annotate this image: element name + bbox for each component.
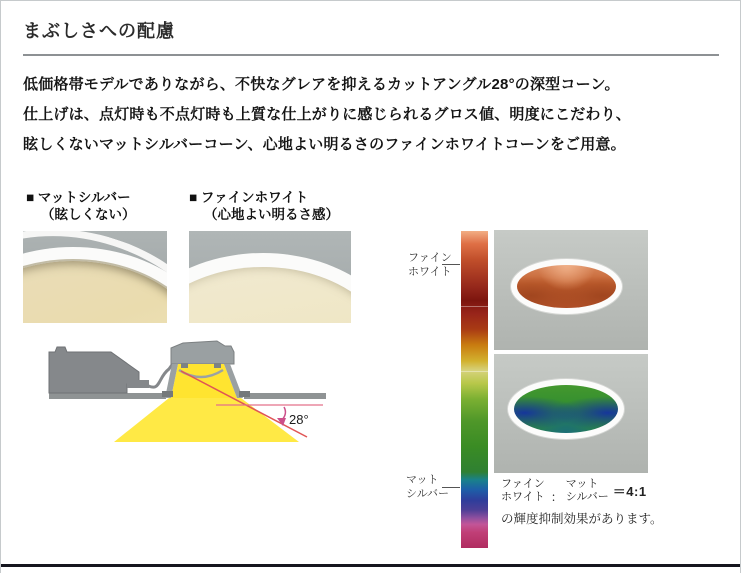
ratio-word: マット — [565, 478, 599, 490]
bottom-rule — [1, 564, 741, 567]
intro-line: 眩しくないマットシルバーコーン、心地よい明るさのファインホワイトコーンをご用意。 — [23, 136, 626, 153]
thermal-image-matte-silver — [494, 354, 648, 473]
scale-label-line: シルバー — [406, 487, 449, 500]
sample-label-title: ■ ファインホワイト — [189, 190, 309, 205]
scale-pointer-bottom — [442, 487, 460, 488]
ratio-term-matte-silver — [566, 478, 609, 504]
page-title: まぶしさへの配慮 — [23, 21, 175, 41]
intro-line: 低価格帯モデルでありながら、不快なグレアを抑えるカットアングル28°の深型コーン。 — [23, 76, 620, 93]
scale-seam — [461, 371, 488, 372]
sample-label-title: ■ マットシルバー — [26, 190, 131, 205]
ratio-term-fine-white — [501, 478, 545, 504]
scale-seam — [461, 306, 488, 307]
ratio-word: ファイン — [501, 478, 545, 490]
led-fixing-right — [214, 363, 221, 368]
fixture-housing — [171, 341, 234, 364]
sample-label-matte-silver — [26, 189, 136, 223]
driver-box — [49, 347, 139, 393]
scale-label-line: マット — [406, 474, 439, 486]
scale-label-line: ホワイト — [408, 265, 452, 278]
ceiling-right — [244, 393, 326, 399]
ceiling-left — [49, 393, 166, 399]
ratio-word: ホワイト — [501, 491, 545, 503]
thermal-core-cool — [514, 385, 618, 433]
luminance-ratio — [501, 478, 731, 504]
ratio-value: ＝4:1 — [612, 483, 647, 499]
angle-value-label: 28° — [289, 412, 309, 427]
led-fixing-left — [181, 363, 188, 368]
mounting-foot-right — [239, 391, 250, 397]
mounting-foot-left — [162, 391, 173, 397]
ratio-caption — [501, 478, 731, 527]
thermal-image-fine-white — [494, 230, 648, 350]
intro-line: 仕上げは、点灯時も不点灯時も上質な仕上がりに感じられるグロス値、明度にこだわり、 — [23, 106, 632, 123]
photo-fine-white — [189, 231, 351, 323]
ratio-colon: ： — [550, 490, 563, 504]
scale-label-line: ファイン — [408, 252, 452, 264]
luminance-scale-bar — [461, 231, 488, 548]
sample-label-fine-white — [189, 189, 339, 223]
downlight-cross-section-diagram — [31, 334, 381, 454]
scale-label-fine-white — [408, 252, 452, 279]
caption-note: の輝度抑制効果があります。 — [501, 512, 663, 526]
intro-paragraph — [23, 70, 723, 160]
ratio-word: シルバー — [565, 491, 609, 503]
sample-label-sub: （眩しくない） — [41, 207, 136, 222]
sample-label-sub: （心地よい明るさ感） — [204, 207, 339, 222]
photo-matte-silver — [23, 231, 167, 323]
thermal-core-hot — [517, 265, 616, 308]
scale-pointer-top — [442, 264, 460, 265]
title-rule — [23, 54, 719, 56]
